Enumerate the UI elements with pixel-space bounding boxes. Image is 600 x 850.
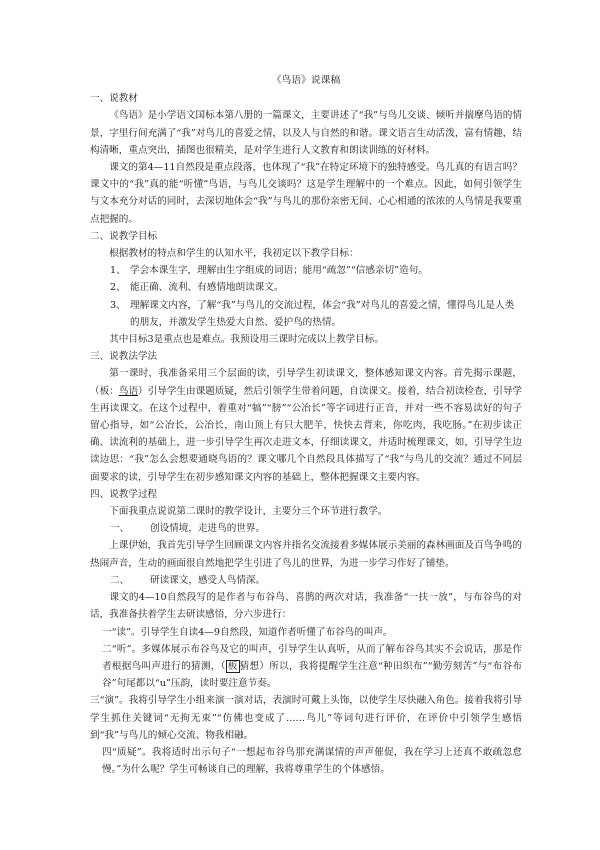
paragraph: 课文的4—10自然段写的是作者与布谷鸟、喜鹊的两次对话，我准备“一扶一放”，与布谷鸟的对话，我准备扶着学生去研读感悟，分六步进行： — [90, 592, 522, 621]
section-heading-process: 四、说教学过程 — [90, 488, 158, 500]
goal-text: 能正确、流利、有感情地朗读课文。 — [130, 282, 284, 294]
board-mark: 板 — [227, 660, 238, 672]
sub-step-act: 三“演”。我将引导学生小组来演一演对话，表演时可戴上头饰，以使学生尽快融入角色。接着我将引导学生抓住关键词“无拘无束”“仿佛也变成了……鸟儿”等词句进行评价，在评价中引领学生感悟到“我”与鸟儿的倾心交流、物我相融。 — [90, 695, 522, 741]
goal-number: 3、 — [110, 299, 126, 311]
goal-number: 2、 — [110, 282, 126, 294]
sub-step-read: 一“读”。引导学生自读4—9自然段，知道作者听懂了布谷鸟的叫声。 — [102, 626, 393, 638]
step-heading-2 — [90, 572, 522, 589]
document-title: 《鸟语》说课稿 — [271, 75, 341, 86]
goal-item-3 — [90, 297, 522, 331]
step-number: 一、 — [110, 523, 130, 535]
paragraph — [90, 365, 522, 485]
paragraph: 其中目标3是重点也是难点。我预设用三课时完成以上教学目标。 — [109, 334, 384, 346]
goal-text: 学会本课生字，理解由生字组成的词语；能用“疏忽”“信感亲切”造句。 — [130, 265, 428, 277]
section-heading-methods: 三、说教法学法 — [90, 351, 158, 363]
paragraph: 《鸟语》是小学语文国标本第八册的一篇课文，主要讲述了“我”与鸟儿交谈、倾听并揣摩鸟语的情景，字里行间充满了“我”对鸟儿的喜爱之情，以及人与自然的和谐。课文语言生动活泼，富有情趣，结构清晰，重点突出，插图也很精美，是对学生进行人文教育和朗读训练的好材料。 — [90, 110, 522, 156]
step-number: 二、 — [110, 574, 130, 586]
text-run: 二“听”。多媒体展示布谷鸟及它的叫声，引导学生认真听，从而了解布谷鸟其实不会说话，那是作者根据鸟叫声进行的猜测，（ — [102, 643, 522, 672]
goal-number: 1、 — [110, 265, 126, 277]
goal-text: 理解课文内容，了解“我”与鸟儿的交流过程，体会“我”对鸟儿的喜爱之情，懂得鸟儿是人类的朋友，并激发学生热爱大自然、爱护鸟的热情。 — [130, 299, 515, 328]
sub-step-doubt: 四“质疑”。我将适时出示句子“一想起布谷鸟那充满谋情的声声催促，我在学习上还真不敢疏忽怠慢。”为什么呢？学生可畅谈自己的理解，我将尊重学生的个体感悟。 — [102, 746, 522, 776]
paragraph: 课文的第4—11自然段是重点段落，也体现了“我”在特定环境下的独特感受。鸟儿真的有语言吗？课文中的“我”真的能“听懂”鸟语，与鸟儿交谈吗？这是学生理解中的一个难点。因此，如何引领学生与文本充分对话的同时，去深切地体会“我”与鸟儿的那份亲密无间、心心相通的浓浓的人鸟情是我要重点把握的。 — [90, 162, 522, 225]
goal-item-1 — [90, 262, 522, 279]
step-heading-1 — [90, 520, 522, 537]
document-page — [90, 72, 522, 778]
board-title: 鸟语 — [118, 385, 139, 397]
paragraph: 根据教材的特点和学生的认知水平，我初定以下教学目标： — [109, 248, 359, 260]
goal-item-2 — [90, 279, 522, 296]
section-heading-textbook: 一、说教材 — [90, 93, 138, 105]
paragraph: 下面我重点说说第二课时的教学设计，主要分三个环节进行教学。 — [109, 506, 388, 518]
section-heading-goals: 二、说教学目标 — [90, 230, 158, 242]
step-title: 研读课文，感受人鸟情深。 — [150, 574, 266, 586]
text-run: ）引导学生由课题质疑，然后引领学生带着问题，自读课文。接着，结合初读检查，引导学生再读课文。在这个过程中，着重对“犒”“膀”“公冶长”等字词进行正音，并对一些不容易读好的句子留心指导，如“公冶长，公冶长，南山顶上有只大肥羊，快快去背来，你吃肉，我吃肠。”在初步读正确、读流利的基础上，进一步引导学生再次走进文本，仔细读课文，并适时梳理课文，如，引导学生边读边思：“我”怎么会想要通晓鸟语的？课文哪几个自然段具体描写了“我”与鸟儿的交流？通过不同层面要求的读，引导学生在初步感知课文内容的基础上，整体把握课文主要内容。 — [90, 385, 523, 483]
paragraph: 上课伊始，我首先引导学生回顾课文内容并指名交流接着多媒体展示美丽的森林画面及百鸟争鸣的热闹声音，生动的画面很自然地把学生引进了鸟儿的世界，为进一步学习作好了铺垫。 — [90, 540, 522, 569]
step-title: 创设情境，走进鸟的世界。 — [150, 523, 266, 535]
sub-step-listen — [90, 641, 522, 693]
text-run: 猜想）所以，我将提醒学生注意“种田织布”“勤劳刻苦”与“布谷布谷”句尾都以“u”压韵，读时要注意节奏。 — [102, 660, 522, 690]
text-run: 第一课时，我准备采用三个层面的读，引导学生初读课文，整体感知课文内容。首先揭示课题，（板： — [90, 368, 522, 397]
